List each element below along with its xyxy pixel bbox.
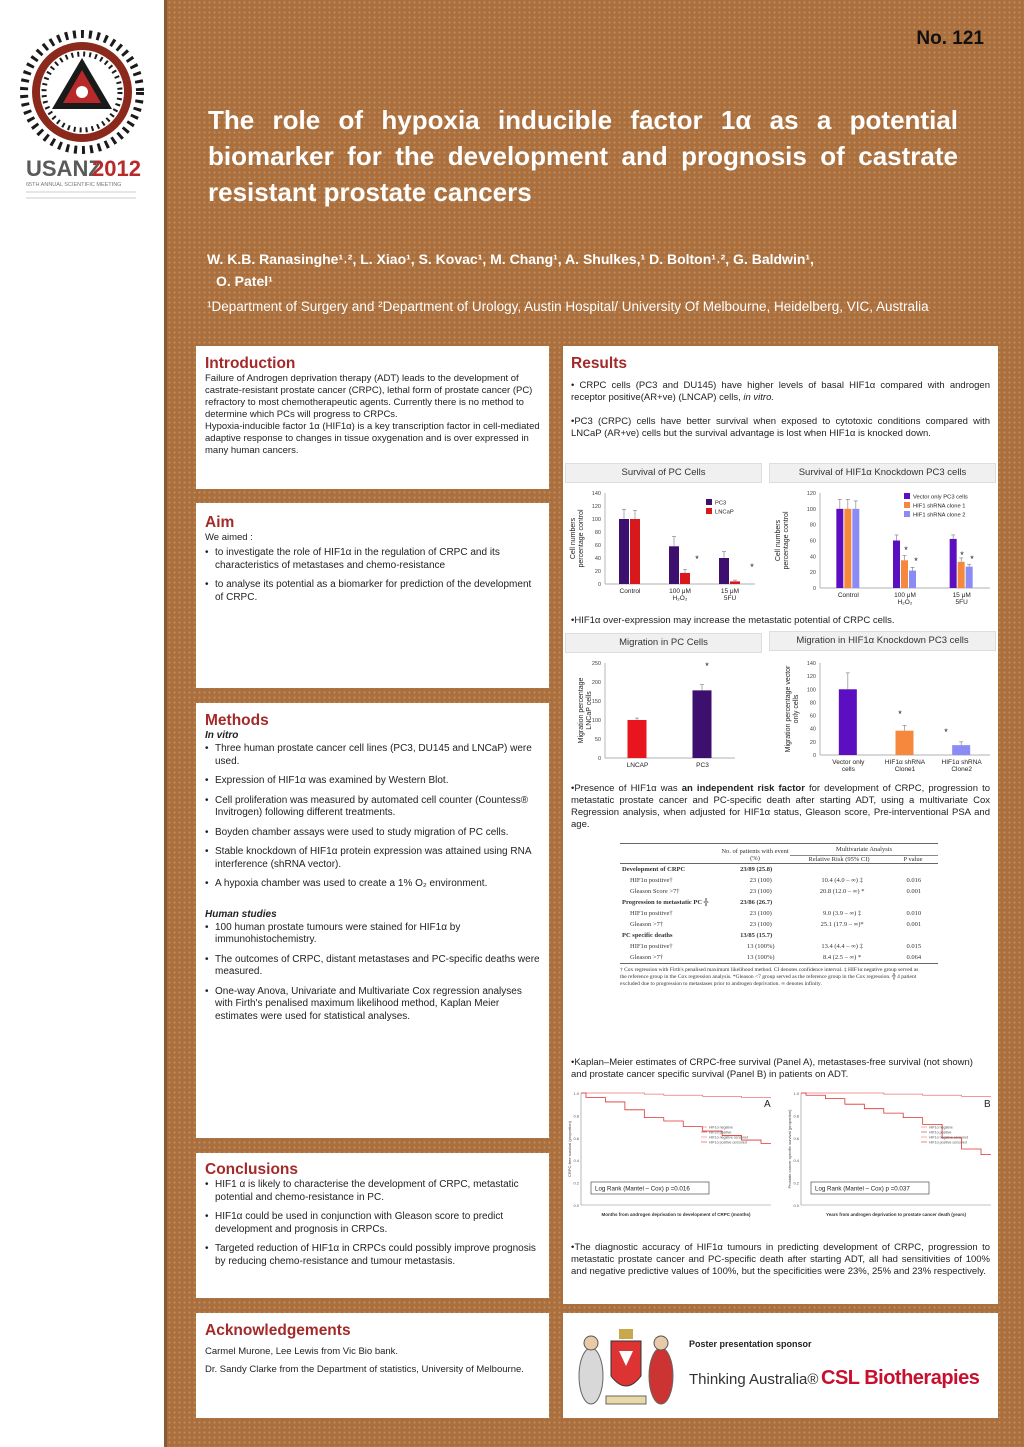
y-tick-label: 40 xyxy=(594,556,601,562)
table-row-label: Development of CRPC xyxy=(622,866,686,873)
survival-knockdown-chart xyxy=(768,485,998,615)
ack-line-2: Dr. Sandy Clarke from the Department of statistics, University of Melbourne. xyxy=(205,1364,524,1375)
x-tick-label: cells xyxy=(841,766,855,773)
table-col3-header: P value xyxy=(903,856,923,863)
bar xyxy=(839,689,857,755)
introduction-panel xyxy=(196,346,549,489)
km-y-tick: 1.0 xyxy=(793,1091,799,1096)
table-row-label: Gleason Score >7† xyxy=(630,888,680,895)
table-cell: 0.010 xyxy=(906,910,922,917)
legend-swatch xyxy=(904,493,910,499)
results-para-1-em: in vitro. xyxy=(743,392,774,403)
x-tick-label: 100 μM xyxy=(669,588,691,595)
bar xyxy=(893,541,900,589)
table-cell: 23 (100) xyxy=(749,877,772,884)
methods-panel xyxy=(196,703,549,1138)
table-body xyxy=(620,863,938,964)
sponsor-csl: CSL Biotherapies xyxy=(821,1367,980,1389)
legend-swatch xyxy=(706,499,712,505)
table-cell xyxy=(791,932,888,939)
bar xyxy=(730,581,740,584)
y-tick-label: 250 xyxy=(591,661,601,667)
x-tick-label: H₂O₂ xyxy=(672,595,688,602)
y-tick-label: 140 xyxy=(591,491,601,497)
x-tick-label: 15 μM xyxy=(720,588,740,595)
x-tick-label: Control xyxy=(837,592,859,599)
conclusions-item: • HIF1α could be used in conjunction with Gleason score to predict development and prognosis in CRPCs. xyxy=(205,1211,540,1236)
km-y-tick: 0.2 xyxy=(793,1180,799,1186)
chart-1-title: Survival of PC Cells xyxy=(565,463,762,483)
table-row-label: HIF1α positive† xyxy=(630,910,673,917)
sponsor-thinking: Thinking Australia® xyxy=(689,1371,819,1388)
x-tick-label: HIF1α shRNA xyxy=(941,759,982,766)
legend-label: HIF1 shRNA clone 2 xyxy=(913,512,966,519)
y-tick-label: 0 xyxy=(597,582,601,588)
y-tick-label: 200 xyxy=(591,680,601,686)
methods-item: • 100 human prostate tumours were stained for HIF1α by immunohistochemistry. xyxy=(205,922,540,947)
km-logrank-text: Log Rank (Mantel – Cox) p =0.016 xyxy=(595,1185,690,1193)
acknowledgements-heading: Acknowledgements xyxy=(205,1322,351,1339)
introduction-body: Failure of Androgen deprivation therapy (ADT) leads to the development of castrate-resistant prostate cancer (CRPC), lethal form of prostate cancer (PC) refractory to most chemotherapeutic agents. Currently there is no method to determine which PCs will progress to CRPCs. xyxy=(205,373,533,420)
conclusions-list xyxy=(205,1179,540,1268)
aim-list xyxy=(205,547,540,604)
poster-title: The role of hypoxia inducible factor 1α as a potential biomarker for the development and prognosis of castrate resistant prostate cancers xyxy=(208,105,958,207)
aim-heading: Aim xyxy=(205,514,235,531)
km-legend-label: HIF1α negative xyxy=(929,1125,953,1130)
table-row xyxy=(620,886,938,897)
x-tick-label: Control xyxy=(619,588,641,595)
table-cell: 13.4 (4.4 – ∞) ‡ xyxy=(821,943,863,950)
significance-star: * xyxy=(904,545,908,555)
affiliation: ¹Department of Surgery and ²Department of Urology, Austin Hospital/ University Of Melbourne, Heidelberg, VIC, Australia xyxy=(207,299,929,314)
km-y-tick: 0.6 xyxy=(573,1135,579,1141)
usanz-logo xyxy=(0,0,164,220)
results-para-2: •PC3 (CRPC) cells have better survival when exposed to cytotoxic conditions compared with LNCaP (AR+ve) cells but the survival advantage is lost when HIF1α is knocked down. xyxy=(571,416,990,439)
significance-star: * xyxy=(695,554,699,564)
significance-star: * xyxy=(960,550,964,560)
aim-item: • to investigate the role of HIF1α in the regulation of CRPC and its characteristics of metastases and chemo-resistance xyxy=(205,547,540,572)
km-x-label: Months from androgen deprivation to development of CRPC (months) xyxy=(601,1212,751,1217)
y-tick-label: 150 xyxy=(591,699,601,705)
y-tick-label: 0 xyxy=(597,756,601,762)
y-tick-label: 40 xyxy=(809,554,816,561)
km-y-label: Prostate cancer specific survival (proportion) xyxy=(787,1109,792,1189)
y-axis-label-line: Migration percentage xyxy=(578,677,585,744)
significance-star: * xyxy=(944,727,948,737)
methods-item: • One-way Anova, Univariate and Multivariate Cox regression analyses with Firth's penalised maximum likelihood method, Kaplan Meier estimates were used for statistical analyses. xyxy=(205,986,540,1024)
authors-line2: O. Patel¹ xyxy=(216,273,273,289)
km-curve-negative xyxy=(581,1093,771,1097)
methods-item: • Cell proliferation was measured by automated cell counter (Countess® Invitrogen) following different treatments. xyxy=(205,795,540,820)
x-tick-label: Vector only xyxy=(832,759,865,766)
y-tick-label: 60 xyxy=(809,713,816,720)
km-y-tick: 0.6 xyxy=(793,1135,799,1141)
y-tick-label: 40 xyxy=(809,726,816,733)
y-tick-label: 0 xyxy=(812,753,816,759)
y-tick-label: 20 xyxy=(594,569,601,575)
table-cell: 0.064 xyxy=(906,954,922,961)
y-tick-label: 50 xyxy=(594,737,601,743)
km-legend-label: HIF1α positive xyxy=(929,1130,952,1135)
table-cell: 0.001 xyxy=(906,888,922,895)
chart-4-title: Migration in HIF1α Knockdown PC3 cells xyxy=(769,631,996,651)
table-cell xyxy=(888,866,938,873)
y-tick-label: 100 xyxy=(591,718,601,724)
km-legend-label: HIF1α positive censored xyxy=(929,1140,967,1145)
authors xyxy=(207,248,987,292)
table-row xyxy=(620,875,938,886)
significance-star: * xyxy=(914,556,918,566)
x-tick-label: Clone2 xyxy=(951,766,972,773)
y-tick-label: 20 xyxy=(809,739,816,746)
table-row xyxy=(620,897,938,908)
aim-panel xyxy=(196,503,549,688)
bar xyxy=(628,720,647,758)
km-curve-positive xyxy=(801,1093,991,1155)
y-tick-label: 80 xyxy=(809,700,816,707)
table-cell: 23 (100) xyxy=(749,921,772,928)
bar xyxy=(952,745,970,755)
y-tick-label: 60 xyxy=(594,543,601,549)
table-cell xyxy=(791,866,888,873)
table-row xyxy=(620,919,938,930)
methods-item: • The outcomes of CRPC, distant metastases and PC-specific deaths were measured. xyxy=(205,954,540,979)
bar xyxy=(844,509,851,588)
survival-pc-cells-chart xyxy=(563,485,763,615)
km-y-tick: 0.2 xyxy=(573,1180,579,1186)
table-col1-header: No. of patients with event (%) xyxy=(721,848,789,862)
introduction-heading: Introduction xyxy=(205,355,296,372)
x-tick-label: 15 μM xyxy=(952,592,971,599)
bar xyxy=(909,571,916,588)
y-axis-label-line: Cell numbers xyxy=(570,517,577,560)
legend-label: LNCaP xyxy=(715,509,734,516)
significance-star: * xyxy=(898,709,902,719)
table-row-label: PC specific deaths xyxy=(622,932,673,939)
km-legend-label: HIF1α positive censored xyxy=(709,1140,747,1145)
km-y-tick: 0.8 xyxy=(793,1113,799,1119)
km-legend-label: HIF1α negative xyxy=(709,1125,733,1130)
y-axis-label-line: Migration percentage vector xyxy=(785,665,792,753)
migration-pc-cells-chart xyxy=(563,655,763,780)
table-cell: 23 (100) xyxy=(749,888,772,895)
bar xyxy=(966,567,973,588)
results-heading: Results xyxy=(571,355,627,372)
y-axis-label xyxy=(785,665,800,752)
bar xyxy=(680,573,690,584)
bar xyxy=(836,509,843,588)
results-para-1 xyxy=(571,380,990,404)
y-axis-label-line: Cell numbers xyxy=(775,519,782,562)
y-axis-label xyxy=(570,509,585,567)
x-tick-label: HIF1α shRNA xyxy=(884,759,926,766)
chart-3-title: Migration in PC Cells xyxy=(565,633,762,653)
table-row xyxy=(620,930,938,941)
conclusions-panel xyxy=(196,1153,549,1298)
logo-year: 2012 xyxy=(92,156,141,181)
table-cell: 23 (100) xyxy=(749,910,772,917)
sponsor-label: Poster presentation sponsor xyxy=(689,1339,812,1349)
x-tick-label: H₂O₂ xyxy=(897,599,913,606)
table-row xyxy=(620,864,938,875)
bar xyxy=(719,558,729,584)
y-tick-label: 20 xyxy=(809,570,816,577)
conclusions-item: • Targeted reduction of HIF1α in CRPCs could possibly improve prognosis by reducing chemo-resistance and tumour metastasis. xyxy=(205,1243,540,1268)
bar xyxy=(619,519,629,584)
table-title: Multivariate Analysis xyxy=(790,844,938,856)
table-cell xyxy=(888,932,938,939)
legend-swatch xyxy=(904,502,910,508)
table-row-label: Gleason >7† xyxy=(630,954,664,961)
methods-list-1 xyxy=(205,743,540,891)
table-col2-header: Relative Risk (95% CI) xyxy=(808,856,870,863)
table-cell: 13 (100%) xyxy=(746,954,775,961)
legend-label: HIF1 shRNA clone 1 xyxy=(913,503,966,510)
bar xyxy=(852,509,859,588)
results-para-4-a: •Presence of HIF1α was xyxy=(571,783,678,794)
legend-label: PC3 xyxy=(715,500,727,507)
results-para-3: •HIF1α over-expression may increase the metastatic potential of CRPC cells. xyxy=(571,615,895,626)
table-cell: 23/86 (26.7) xyxy=(740,899,773,906)
bar xyxy=(901,560,908,588)
bar xyxy=(630,519,640,584)
ack-line-1: Carmel Murone, Lee Lewis from Vic Bio bank. xyxy=(205,1346,399,1357)
y-axis-label-line: percentage control xyxy=(578,509,585,568)
y-tick-label: 100 xyxy=(806,687,816,694)
x-tick-label: 5FU xyxy=(955,599,968,606)
y-tick-label: 80 xyxy=(594,530,601,536)
table-row xyxy=(620,908,938,919)
results-para-6: •The diagnostic accuracy of HIF1α tumours in predicting development of CRPC, progression to metastatic prostate cancer and PC-specific death after starting ADT, all had sensitivities of 100% and negative predictive values of 100%, but the specificities were 23%, 25% and 23% respectively. xyxy=(571,1242,990,1277)
migration-knockdown-chart xyxy=(768,655,998,780)
sidebar xyxy=(0,0,164,1447)
results-para-1-text: • CRPC cells (PC3 and DU145) have higher levels of basal HIF1α compared with androgen receptor positive(AR+ve) (LNCAP) cells, xyxy=(571,380,990,403)
conclusions-item: • HIF1 α is likely to characterise the development of CRPC, metastatic potential and chemo-resistance in PC. xyxy=(205,1179,540,1204)
table-cell: 20.8 (12.0 – ∞) * xyxy=(819,888,865,895)
table-cell: 9.0 (3.9 – ∞) ‡ xyxy=(823,910,862,917)
bar xyxy=(669,546,679,584)
y-axis-label-line: LNCaP cells xyxy=(586,691,593,730)
km-y-tick: 0.0 xyxy=(793,1203,799,1208)
table-cell: 25.1 (17.9 – ∞)* xyxy=(820,921,864,928)
y-tick-label: 80 xyxy=(809,522,816,529)
logo-subtitle: 65TH ANNUAL SCIENTIFIC MEETING xyxy=(26,182,122,188)
km-legend-label: HIF1α negative censored xyxy=(709,1135,749,1140)
y-tick-label: 140 xyxy=(806,661,816,667)
legend-swatch xyxy=(904,511,910,517)
km-legend-label: HIF1α negative censored xyxy=(929,1135,969,1140)
results-para-4-bold: an independent risk factor xyxy=(681,783,805,794)
methods-subheading-in-vitro: In vitro xyxy=(205,730,239,741)
methods-item: • A hypoxia chamber was used to create a 1% O₂ environment. xyxy=(205,878,540,891)
table-cell xyxy=(791,899,888,906)
y-tick-label: 120 xyxy=(806,491,816,497)
significance-star: * xyxy=(705,661,709,671)
table-row-label: Progression to metastatic PC ╬ xyxy=(622,899,709,906)
y-tick-label: 120 xyxy=(591,504,601,510)
x-tick-label: 5FU xyxy=(723,595,737,602)
bar xyxy=(693,690,712,758)
aim-intro: We aimed : xyxy=(205,532,253,543)
x-tick-label: LNCAP xyxy=(626,762,649,769)
y-axis-label xyxy=(775,511,790,569)
y-tick-label: 60 xyxy=(809,538,816,545)
table-row-label: HIF1α positive† xyxy=(630,877,673,884)
km-y-label: CRPC-free survival (proportion) xyxy=(567,1120,572,1178)
km-y-tick: 0.4 xyxy=(793,1158,799,1164)
methods-item: • Boyden chamber assays were used to study migration of PC cells. xyxy=(205,827,540,840)
km-x-label: Years from androgen deprivation to prostate cancer death (years) xyxy=(825,1212,967,1217)
kaplan-meier-plots xyxy=(565,1087,995,1227)
chart-2-title: Survival of HIF1α Knockdown PC3 cells xyxy=(769,463,996,483)
x-tick-label: PC3 xyxy=(696,762,709,769)
table-cell: 13/85 (15.7) xyxy=(740,932,773,939)
significance-star: * xyxy=(750,562,754,572)
km-y-tick: 0.8 xyxy=(573,1113,579,1119)
km-panel-label: A xyxy=(764,1099,771,1110)
bar xyxy=(896,731,914,755)
x-tick-label: 100 μM xyxy=(894,592,916,599)
km-y-tick: 1.0 xyxy=(573,1091,579,1096)
table-cell: 13 (100%) xyxy=(746,943,775,950)
y-axis-label-line: only cells xyxy=(793,694,800,724)
university-crest-icon xyxy=(571,1321,681,1411)
table-cell xyxy=(888,899,938,906)
km-y-tick: 0.4 xyxy=(573,1158,579,1164)
table-cell: 0.015 xyxy=(906,943,922,950)
methods-item: • Expression of HIF1α was examined by Western Blot. xyxy=(205,775,540,788)
acknowledgements-panel xyxy=(196,1313,549,1418)
sponsor-panel xyxy=(563,1313,998,1418)
methods-heading: Methods xyxy=(205,712,269,729)
poster-number: No. 121 xyxy=(916,28,984,49)
cox-table xyxy=(620,843,938,988)
km-logrank-text: Log Rank (Mantel – Cox) p =0.037 xyxy=(815,1185,910,1193)
conclusions-heading: Conclusions xyxy=(205,1161,299,1178)
y-tick-label: 100 xyxy=(806,506,816,513)
y-axis-label xyxy=(578,678,593,744)
km-curve-negative xyxy=(801,1093,991,1096)
table-cell: 23/89 (25.8) xyxy=(740,866,773,873)
results-para-4 xyxy=(571,783,990,831)
methods-subheading-human: Human studies xyxy=(205,908,277,920)
table-row xyxy=(620,941,938,952)
legend-label: Vector only PC3 cells xyxy=(913,494,968,501)
results-para-4-c: for development of CRPC, progression to metastatic prostate cancer and PC-specific death after starting ADT, using a multivariate Cox Regression analysis, when adjusted for HIF1α status, Gleason score, Pre-interventional PSA and age. xyxy=(571,783,991,830)
introduction-body-2: Hypoxia-inducible factor 1α (HIF1α) is a key transcription factor in cell-mediated adaptive response to changes in tissue oxygenation and is over expressed in many human cancers. xyxy=(205,421,540,456)
km-legend-label: HIF1α positive xyxy=(709,1130,732,1135)
legend-swatch xyxy=(706,508,712,514)
y-tick-label: 0 xyxy=(812,586,816,592)
logo-text: USANZ xyxy=(26,156,102,181)
significance-star: * xyxy=(970,554,974,564)
y-tick-label: 100 xyxy=(591,517,601,523)
x-tick-label: Clone1 xyxy=(894,766,916,773)
table-row-label: HIF1α positive† xyxy=(630,943,673,950)
y-tick-label: 120 xyxy=(806,674,816,681)
y-axis-label-line: percentage control xyxy=(783,511,790,570)
authors-line1: W. K.B. Ranasinghe¹˒², L. Xiao¹, S. Kovac¹, M. Chang¹, A. Shulkes,¹ D. Bolton¹˒², G. Baldwin¹, xyxy=(207,251,814,267)
table-footnote: † Cox regression with Firth's penalised maximum likelihood method. CI denotes confidence interval. ‡ HIF1α negative group served as the reference group in the Cox regression analysis. *Gleason <7 group served as the reference group in the Cox regression. ╬ 4 patient excluded due to progression to metastases prior to androgen deprivation. ∞ denotes infinity. xyxy=(620,967,919,987)
methods-list-2 xyxy=(205,922,540,1024)
aim-item: • to analyse its potential as a biomarker for prediction of the development of CRPC. xyxy=(205,579,540,604)
bar xyxy=(950,539,957,588)
table-row xyxy=(620,952,938,963)
table-cell: 10.4 (4.0 – ∞) ‡ xyxy=(821,877,863,884)
results-para-5: •Kaplan–Meier estimates of CRPC-free survival (Panel A), metastases-free survival (not shown) and prostate cancer specific survival (Panel B) in patients on ADT. xyxy=(571,1057,973,1080)
methods-item: • Stable knockdown of HIF1α protein expression was attained using RNA interference (shRNA vector). xyxy=(205,846,540,871)
bar xyxy=(958,562,965,588)
table-cell: 0.001 xyxy=(906,921,922,928)
methods-item: • Three human prostate cancer cell lines (PC3, DU145 and LNCaP) were used. xyxy=(205,743,540,768)
km-panel-label: B xyxy=(984,1099,991,1110)
table-row-label: Gleason >7† xyxy=(630,921,664,928)
table-cell: 8.4 (2.5 – ∞) * xyxy=(823,954,862,961)
km-y-tick: 0.0 xyxy=(573,1203,579,1208)
table-cell: 0.016 xyxy=(906,877,922,884)
